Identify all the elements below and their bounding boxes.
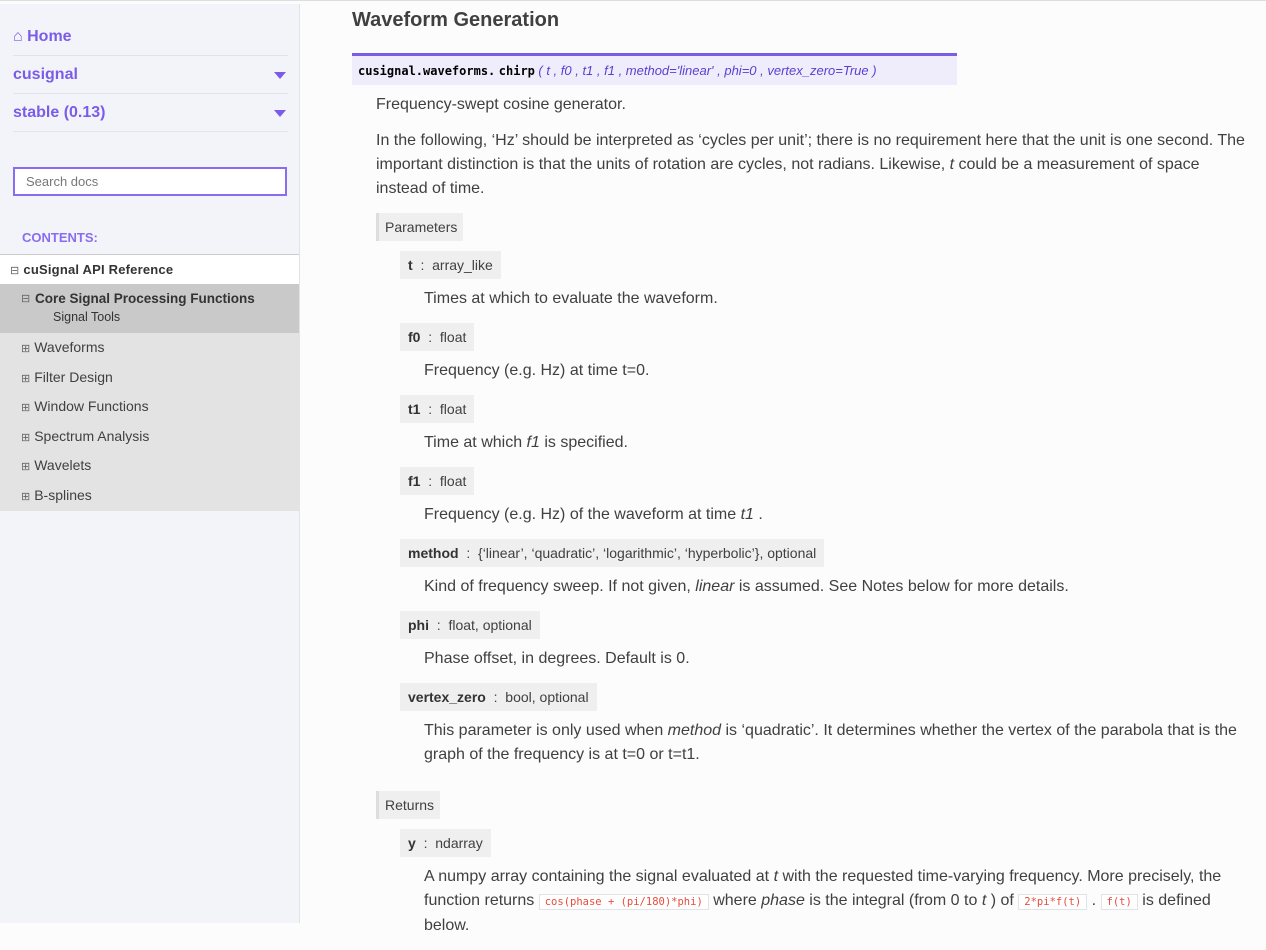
home-label: Home (27, 28, 72, 45)
param-desc: Frequency (e.g. Hz) of the waveform at time t1 . (424, 506, 763, 523)
toc-item[interactable] (0, 333, 299, 363)
expand-icon[interactable]: ⊞ (21, 402, 31, 415)
page-title: Waveform Generation (352, 9, 560, 31)
parameter (400, 539, 1252, 575)
intro: In the following, ‘Hz’ should be interpreted as ‘cycles per unit’; there is no requirement here that the unit is one second. The important distinction is that the units of rotation are cycles, not radians. Likewise, t could be a measurement of space instead of time. (376, 132, 1245, 197)
home-icon: ⌂ (13, 28, 23, 45)
toc-tree (0, 254, 299, 511)
parameters-label: Parameters (376, 213, 463, 241)
signature-name: chirp (498, 64, 535, 78)
parameter (400, 323, 1252, 359)
expand-icon[interactable]: ⊞ (21, 343, 31, 355)
param-desc: Phase offset, in degrees. Default is 0. (424, 650, 690, 667)
collapse-icon[interactable]: ⊟ (10, 265, 20, 277)
param-name: method : {‘linear’, ‘quadratic’, ‘logarithmic’, ‘hyperbolic’}, optional (400, 539, 824, 567)
param-desc: Time at which f1 is specified. (424, 434, 628, 451)
parameter (400, 467, 1252, 503)
toc-item-label: Waveforms (34, 339, 105, 355)
caret-down-icon (274, 72, 286, 79)
project-dropdown[interactable] (13, 56, 288, 94)
toc-item-label: B-splines (34, 486, 92, 503)
param-name: t1 : float (400, 395, 474, 423)
param-name: f1 : float (400, 467, 474, 495)
contents-caption: CONTENTS: (22, 230, 98, 245)
project-label: cusignal (13, 66, 78, 83)
summary: Frequency-swept cosine generator. (376, 96, 626, 113)
param-desc: Kind of frequency sweep. If not given, linear is assumed. See Notes below for more details. (424, 578, 1069, 595)
param-name: t : array_like (400, 251, 501, 279)
search-input[interactable] (13, 167, 287, 196)
expand-icon[interactable]: ⊞ (21, 490, 31, 503)
signature-module: cusignal.waveforms. (358, 64, 496, 78)
param-name: vertex_zero : bool, optional (400, 683, 597, 711)
signature-args: ( t , f0 , t1 , f1 , method='linear' , phi=0 , vertex_zero=True ) (538, 63, 877, 78)
parameter (400, 611, 1252, 647)
code-literal: 2*pi*f(t) (1018, 894, 1087, 910)
toc-item[interactable] (0, 363, 299, 393)
sidebar (0, 4, 300, 923)
expand-icon[interactable]: ⊞ (21, 431, 31, 444)
collapse-icon[interactable]: ⊟ (21, 293, 31, 305)
function-body (376, 93, 1252, 950)
toc-item[interactable] (0, 422, 299, 452)
toc-label: Signal Tools (53, 310, 121, 324)
parameter (400, 251, 1252, 287)
toc-item-label: Spectrum Analysis (34, 427, 150, 444)
toc-signal-tools[interactable] (0, 310, 299, 333)
param-desc: This parameter is only used when method is ‘quadratic’. It determines whether the vertex of the parabola that is the graph of the frequency is at t=0 or t=t1. (424, 722, 1237, 763)
caret-down-icon (274, 110, 286, 117)
return-desc: A numpy array containing the signal evaluated at t with the requested time-varying frequency. More precisely, the function returns cos(phase + (pi/180)*phi) where phase is the integral (from 0 to t ) of 2*pi*f(t) . f(t) is defined below. (424, 868, 1222, 934)
param-name: f0 : float (400, 323, 474, 351)
parameter (400, 683, 1252, 719)
parameter (400, 395, 1252, 431)
toc-item[interactable] (0, 481, 299, 511)
expand-icon[interactable]: ⊞ (21, 372, 31, 385)
expand-icon[interactable]: ⊞ (21, 461, 31, 474)
toc-item[interactable] (0, 451, 299, 481)
version-dropdown[interactable] (13, 94, 288, 132)
toc-root-label: cuSignal API Reference (23, 262, 174, 277)
returns-label: Returns (376, 791, 440, 819)
home-link[interactable] (13, 18, 288, 56)
param-desc: Frequency (e.g. Hz) at time t=0. (424, 362, 650, 379)
toc-item-label: Window Functions (34, 398, 149, 415)
code-literal: cos(phase + (pi/180)*phi) (539, 894, 709, 910)
code-literal: f(t) (1101, 894, 1138, 910)
toc-item-label: Filter Design (34, 368, 113, 385)
return-name: y : ndarray (400, 829, 491, 857)
toc-item[interactable] (0, 392, 299, 422)
toc-item-label: Wavelets (34, 457, 92, 474)
function-signature (352, 53, 957, 85)
toc-root[interactable] (0, 254, 299, 284)
param-name: phi : float, optional (400, 611, 540, 639)
param-desc: Times at which to evaluate the waveform. (424, 290, 718, 307)
toc-current-label: Core Signal Processing Functions (35, 291, 255, 306)
version-label: stable (0.13) (13, 104, 106, 121)
toc-current[interactable] (0, 284, 299, 310)
